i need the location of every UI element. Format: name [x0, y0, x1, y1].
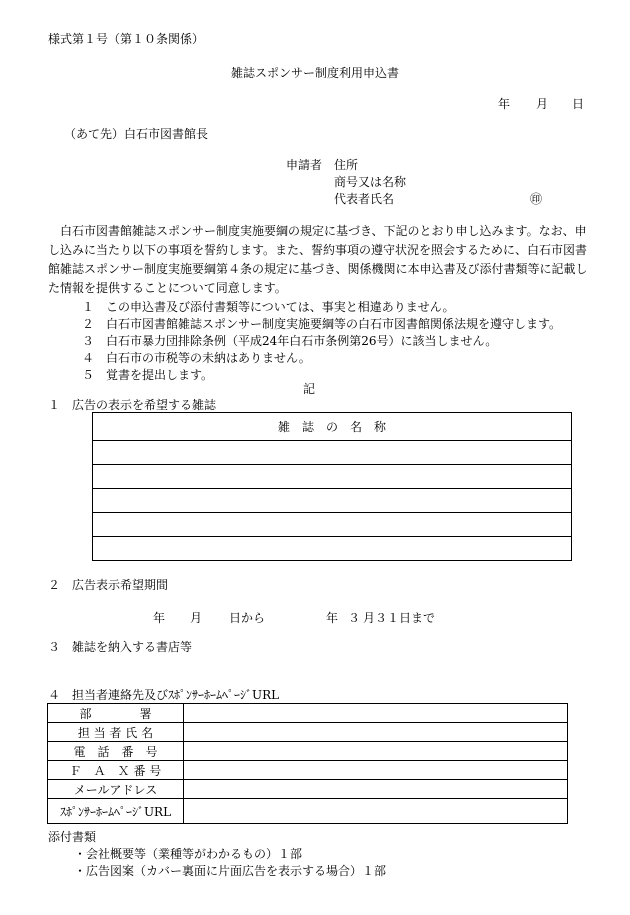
sponsor-url-label: ｽﾎﾟﾝｻｰﾎｰﾑﾍﾟｰｼﾞURL	[48, 799, 184, 824]
period-end-date: 月３１日まで	[363, 611, 436, 625]
contact-table	[47, 703, 568, 824]
pledge-item: ５ 覚書を提出します。	[82, 368, 214, 382]
pledge-item: １ この申込書及び添付書類等については、事実と相違ありません。	[82, 300, 455, 314]
table-row	[48, 799, 568, 824]
period-end-year: 年	[326, 611, 339, 625]
date-month-label: 月	[536, 97, 549, 111]
section3-heading: ３ 雑誌を納入する書店等	[48, 640, 193, 654]
form-number: 様式第１号（第１０条関係）	[48, 32, 205, 46]
pledge-item: ４ 白石市の市税等の未納はありません。	[82, 351, 311, 365]
table-row	[48, 780, 568, 799]
ki-note: 記	[303, 382, 316, 396]
phone-cell[interactable]	[184, 742, 568, 761]
addressee: （あて先）白石市図書館長	[64, 127, 209, 141]
table-row	[93, 513, 572, 537]
table-row	[48, 704, 568, 723]
attachment-item: ・広告図案（カバー裏面に片面広告を表示する場合）１部	[74, 864, 387, 878]
attachment-item: ・会社概要等（業種等がわかるもの）１部	[74, 847, 303, 861]
period-end-month-number: ３	[348, 611, 361, 625]
applicant-address-label: 住所	[334, 158, 359, 172]
section4-heading: ４ 担当者連絡先及びｽﾎﾟﾝｻｰﾎｰﾑﾍﾟｰｼﾞURL	[48, 688, 280, 702]
contact-person-label: 担 当 者 氏 名	[48, 723, 184, 742]
fax-cell[interactable]	[184, 761, 568, 780]
applicant-representative-label: 代表者氏名	[334, 192, 395, 206]
table-row	[93, 465, 572, 489]
period-start-year: 年	[153, 611, 166, 625]
sponsor-url-cell[interactable]	[184, 799, 568, 824]
applicant-company-label: 商号又は名称	[334, 175, 407, 189]
magazine-name-cell[interactable]	[93, 489, 572, 513]
seal-mark: ㊞	[530, 192, 543, 206]
pledge-item: ３ 白石市暴力団排除条例（平成24年白石市条例第26号）に該当しません。	[82, 334, 498, 348]
section2-heading: ２ 広告表示希望期間	[48, 578, 169, 592]
magazine-table	[92, 412, 572, 561]
document-title: 雑誌スポンサー制度利用申込書	[231, 66, 400, 80]
table-row	[93, 441, 572, 465]
magazine-name-cell[interactable]	[93, 465, 572, 489]
period-start-month: 月	[190, 611, 203, 625]
table-row	[48, 723, 568, 742]
contact-person-cell[interactable]	[184, 723, 568, 742]
applicant-label: 申請者	[286, 158, 323, 172]
date-year-label: 年	[498, 97, 511, 111]
pledge-item: ２ 白石市図書館雑誌スポンサー制度実施要綱等の白石市図書館関係法規を遵守します。	[82, 317, 562, 331]
magazine-name-cell[interactable]	[93, 441, 572, 465]
department-label: 部 署	[48, 704, 184, 723]
date-day-label: 日	[572, 97, 585, 111]
table-row	[48, 742, 568, 761]
department-cell[interactable]	[184, 704, 568, 723]
table-row	[93, 537, 572, 561]
phone-label: 電 話 番 号	[48, 742, 184, 761]
period-start-day: 日から	[229, 611, 266, 625]
fax-label: Ｆ Ａ Ｘ 番 号	[48, 761, 184, 780]
table-row	[93, 489, 572, 513]
magazine-name-cell[interactable]	[93, 537, 572, 561]
magazine-name-cell[interactable]	[93, 513, 572, 537]
attachments-heading: 添付書類	[48, 830, 97, 844]
section1-heading: １ 広告の表示を希望する雑誌	[48, 398, 217, 412]
table-row	[48, 761, 568, 780]
email-label: メールアドレス	[48, 780, 184, 799]
email-cell[interactable]	[184, 780, 568, 799]
intro-paragraph: 白石市図書館雑誌スポンサー制度実施要綱の規定に基づき、下記のとおり申し込みます。なお、申し込みに当たり以下の事項を誓約します。また、誓約事項の遵守状況を照会するために、白石市図書館雑誌スポンサー制度実施要綱第４条の規定に基づき、関係機関に本申込書及び添付書類等に記載した情報を提供することについて同意します。	[48, 224, 588, 295]
magazine-table-header: 雑 誌 の 名 称	[93, 413, 572, 441]
